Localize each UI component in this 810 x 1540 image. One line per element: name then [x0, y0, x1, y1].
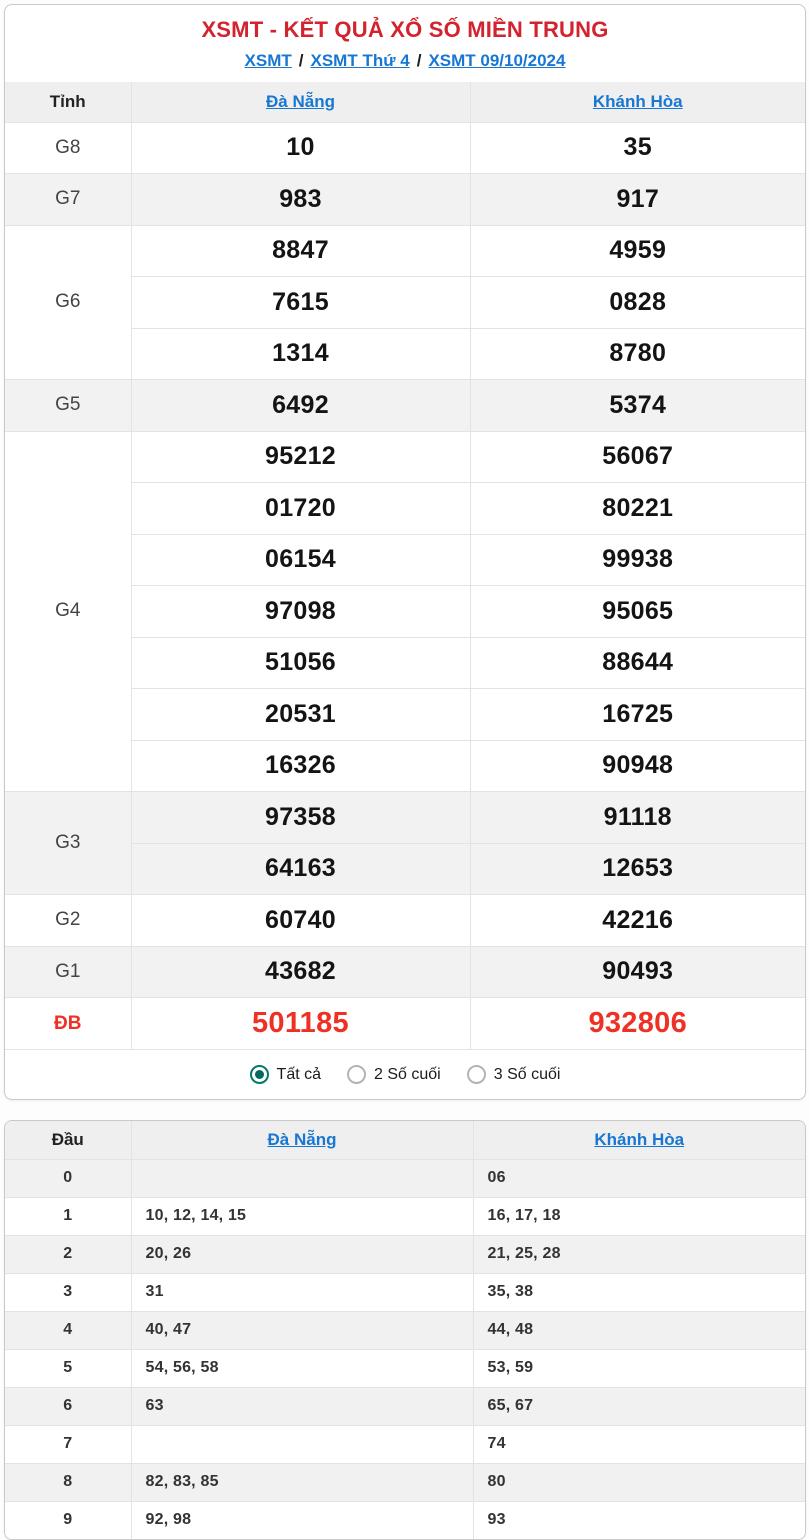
dau-9-danang: 92, 98 — [131, 1501, 473, 1539]
dau-3-khanhhoa: 35, 38 — [473, 1273, 805, 1311]
column-header-dau: Đầu — [5, 1121, 131, 1159]
filter-option-tat-ca[interactable] — [250, 1065, 321, 1084]
prize-label-g6: G6 — [5, 225, 131, 380]
dau-row-9 — [5, 1501, 805, 1539]
prize-db-khanhhoa: 932806 — [470, 998, 805, 1050]
filter-option-label: 2 Số cuối — [374, 1065, 441, 1083]
prize-g4-khanhhoa-4: 95065 — [470, 586, 805, 638]
prize-g4-danang-2: 01720 — [131, 483, 470, 535]
prize-g6-danang-3: 1314 — [131, 328, 470, 380]
prize-g4-khanhhoa-1: 56067 — [470, 431, 805, 483]
breadcrumb — [5, 45, 805, 82]
filter-option-label: Tất cả — [276, 1065, 322, 1083]
dau-8-khanhhoa: 80 — [473, 1463, 805, 1501]
prize-row-g1 — [5, 946, 805, 998]
prize-label-g5: G5 — [5, 380, 131, 432]
dau-header-row — [5, 1121, 805, 1159]
dau-1-khanhhoa: 16, 17, 18 — [473, 1197, 805, 1235]
dau-2-khanhhoa: 21, 25, 28 — [473, 1235, 805, 1273]
prize-row-g2 — [5, 895, 805, 947]
dau-table — [5, 1121, 805, 1539]
dau-digit: 7 — [5, 1425, 131, 1463]
prize-g4-danang-6: 20531 — [131, 689, 470, 741]
breadcrumb-separator: / — [416, 51, 422, 70]
prize-g2-danang: 60740 — [131, 895, 470, 947]
dau-card — [4, 1120, 806, 1540]
breadcrumb-link-xsmt-thu-4[interactable]: XSMT Thứ 4 — [310, 51, 410, 70]
results-card — [4, 4, 806, 1100]
prize-g6-danang-1: 8847 — [131, 225, 470, 277]
prize-row-g8 — [5, 122, 805, 174]
dau-4-khanhhoa: 44, 48 — [473, 1311, 805, 1349]
prize-label-g8: G8 — [5, 122, 131, 174]
section-gap — [0, 1100, 810, 1116]
prize-g7-khanhhoa: 917 — [470, 174, 805, 226]
dau-3-danang: 31 — [131, 1273, 473, 1311]
prize-g6-khanhhoa-1: 4959 — [470, 225, 805, 277]
prize-g4-danang-5: 51056 — [131, 637, 470, 689]
dau-2-danang: 20, 26 — [131, 1235, 473, 1273]
prize-db-danang: 501185 — [131, 998, 470, 1050]
filter-option-3-so-cuoi[interactable] — [467, 1065, 561, 1084]
dau-5-khanhhoa: 53, 59 — [473, 1349, 805, 1387]
prize-g3-danang-1: 97358 — [131, 792, 470, 844]
prize-g4-danang-1: 95212 — [131, 431, 470, 483]
prize-row-g5 — [5, 380, 805, 432]
prize-g4-khanhhoa-2: 80221 — [470, 483, 805, 535]
filter-option-2-so-cuoi[interactable] — [347, 1065, 441, 1084]
page-title: XSMT - KẾT QUẢ XỔ SỐ MIỀN TRUNG — [201, 17, 609, 42]
prize-label-g3: G3 — [5, 792, 131, 895]
dau-row-3 — [5, 1273, 805, 1311]
dau-0-danang — [131, 1159, 473, 1197]
dau-row-6 — [5, 1387, 805, 1425]
danang-province-link[interactable]: Đà Nẵng — [267, 1129, 337, 1149]
dau-digit: 4 — [5, 1311, 131, 1349]
dau-row-1 — [5, 1197, 805, 1235]
results-header-row — [5, 82, 805, 122]
prize-label-db: ĐB — [5, 998, 131, 1050]
prize-label-g7: G7 — [5, 174, 131, 226]
prize-g6-khanhhoa-3: 8780 — [470, 328, 805, 380]
dau-digit: 3 — [5, 1273, 131, 1311]
prize-g5-khanhhoa: 5374 — [470, 380, 805, 432]
radio-selected-icon — [250, 1065, 269, 1084]
dau-8-danang: 82, 83, 85 — [131, 1463, 473, 1501]
prize-label-g2: G2 — [5, 895, 131, 947]
dau-row-5 — [5, 1349, 805, 1387]
prize-g4-danang-4: 97098 — [131, 586, 470, 638]
prize-g3-khanhhoa-2: 12653 — [470, 843, 805, 895]
prize-g1-khanhhoa: 90493 — [470, 946, 805, 998]
dau-0-khanhhoa: 06 — [473, 1159, 805, 1197]
prize-row-g6-1 — [5, 225, 805, 277]
prize-row-g3-1 — [5, 792, 805, 844]
dau-row-0 — [5, 1159, 805, 1197]
dau-row-7 — [5, 1425, 805, 1463]
dau-1-danang: 10, 12, 14, 15 — [131, 1197, 473, 1235]
prize-g6-danang-2: 7615 — [131, 277, 470, 329]
dau-7-khanhhoa: 74 — [473, 1425, 805, 1463]
prize-g8-danang: 10 — [131, 122, 470, 174]
dau-6-danang: 63 — [131, 1387, 473, 1425]
prize-g5-danang: 6492 — [131, 380, 470, 432]
dau-6-khanhhoa: 65, 67 — [473, 1387, 805, 1425]
prize-label-g1: G1 — [5, 946, 131, 998]
prize-g7-danang: 983 — [131, 174, 470, 226]
dau-9-khanhhoa: 93 — [473, 1501, 805, 1539]
breadcrumb-link-xsmt-date[interactable]: XSMT 09/10/2024 — [428, 51, 566, 70]
dau-digit: 2 — [5, 1235, 131, 1273]
prize-g1-danang: 43682 — [131, 946, 470, 998]
breadcrumb-link-xsmt[interactable]: XSMT — [244, 51, 292, 70]
prize-g4-danang-3: 06154 — [131, 534, 470, 586]
dau-row-8 — [5, 1463, 805, 1501]
prize-g4-khanhhoa-5: 88644 — [470, 637, 805, 689]
filter-option-label: 3 Số cuối — [493, 1065, 561, 1083]
khanhhoa-province-link[interactable]: Khánh Hòa — [594, 1129, 685, 1149]
danang-province-link[interactable]: Đà Nẵng — [266, 91, 335, 111]
column-header-danang — [131, 82, 470, 122]
prize-g8-khanhhoa: 35 — [470, 122, 805, 174]
dau-digit: 1 — [5, 1197, 131, 1235]
radio-unselected-icon — [467, 1065, 486, 1084]
prize-g4-danang-7: 16326 — [131, 740, 470, 792]
column-header-khanhhoa — [470, 82, 805, 122]
khanhhoa-province-link[interactable]: Khánh Hòa — [592, 91, 683, 111]
column-header-khanhhoa — [473, 1121, 805, 1159]
prize-g3-khanhhoa-1: 91118 — [470, 792, 805, 844]
prize-g4-khanhhoa-3: 99938 — [470, 534, 805, 586]
display-filter — [5, 1049, 805, 1099]
dau-digit: 0 — [5, 1159, 131, 1197]
breadcrumb-separator: / — [298, 51, 304, 70]
prize-row-db — [5, 998, 805, 1050]
dau-7-danang — [131, 1425, 473, 1463]
prize-row-g4-1 — [5, 431, 805, 483]
prize-g3-danang-2: 64163 — [131, 843, 470, 895]
dau-digit: 6 — [5, 1387, 131, 1425]
prize-g4-khanhhoa-6: 16725 — [470, 689, 805, 741]
dau-digit: 5 — [5, 1349, 131, 1387]
dau-digit: 8 — [5, 1463, 131, 1501]
column-header-tinh: Tỉnh — [5, 82, 131, 122]
prize-g6-khanhhoa-2: 0828 — [470, 277, 805, 329]
dau-row-4 — [5, 1311, 805, 1349]
results-table — [5, 82, 805, 1049]
radio-unselected-icon — [347, 1065, 366, 1084]
column-header-danang — [131, 1121, 473, 1159]
dau-4-danang: 40, 47 — [131, 1311, 473, 1349]
dau-digit: 9 — [5, 1501, 131, 1539]
prize-row-g7 — [5, 174, 805, 226]
prize-g4-khanhhoa-7: 90948 — [470, 740, 805, 792]
dau-5-danang: 54, 56, 58 — [131, 1349, 473, 1387]
prize-label-g4: G4 — [5, 431, 131, 792]
dau-row-2 — [5, 1235, 805, 1273]
prize-g2-khanhhoa: 42216 — [470, 895, 805, 947]
